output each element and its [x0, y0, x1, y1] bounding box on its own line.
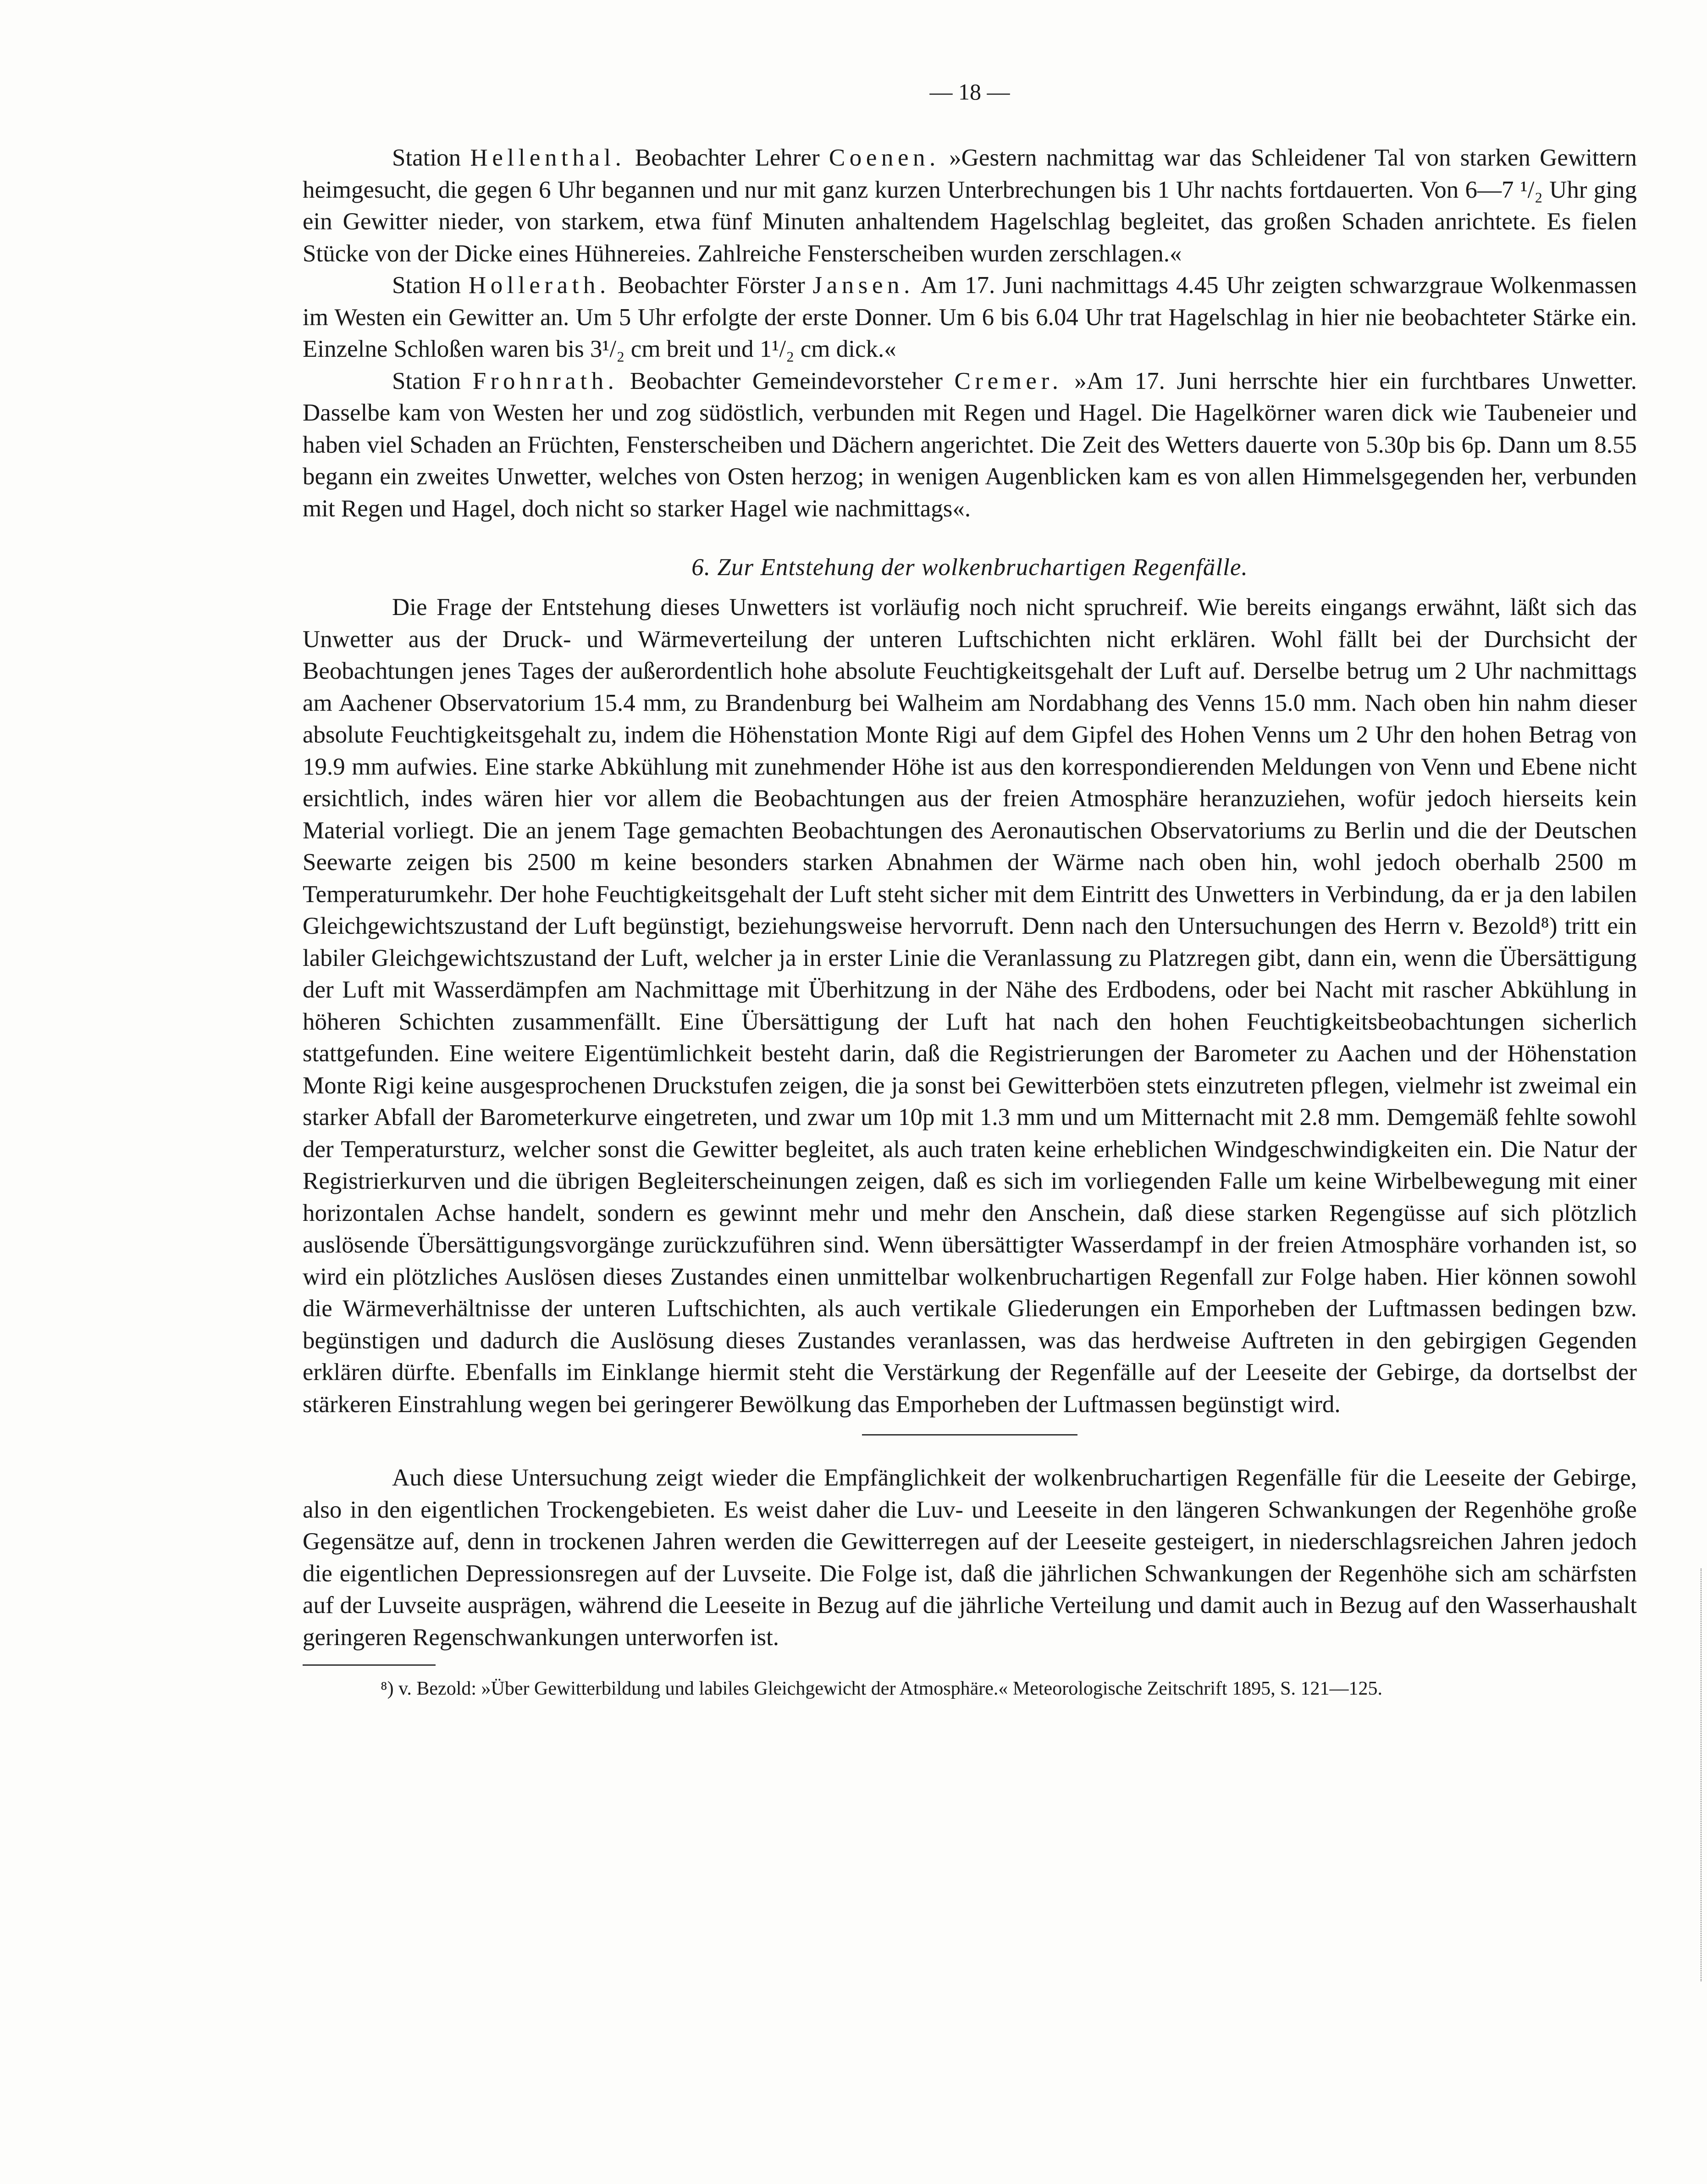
document-page	[303, 73, 1637, 1702]
station-label: Station	[392, 367, 461, 394]
section-heading: 6. Zur Entstehung der wolkenbruchartigen Regenfälle.	[691, 554, 1248, 581]
section-paragraph-2: Auch diese Untersuchung zeigt wieder die Empfänglichkeit der wolkenbruchartigen Regenfälle für die Leeseite der Gebirge, also in den eigentlichen Trockengebieten. Es weist daher die Luv- und Leeseite in den längeren Schwankungen der Regenhöhe große Gegensätze auf, denn in trockenen Jahren werden die Gewitterregen auf der Leeseite gesteigert, in niederschlagsreichen Jahren jedoch die eigentlichen Depressionsregen auf der Luvseite. Die Folge ist, daß die jährlichen Schwankungen der Regenhöhe sich am schärfsten auf der Luvseite ausprägen, während die Leeseite in Bezug auf die jährliche Verteilung und damit auch in Bezug auf den Wasserhaushalt geringeren Regenschwankungen unterworfen ist.	[303, 1464, 1637, 1651]
footnote-rule	[303, 1664, 436, 1666]
station-name: Hellenthal.	[470, 144, 626, 171]
station-name: Frohnrath.	[472, 367, 619, 394]
observer-name: Jansen.	[812, 272, 914, 299]
page-edge-mark	[1701, 1569, 1703, 1981]
report-hollerath	[303, 270, 1637, 366]
report-hellenthal	[303, 142, 1637, 270]
observer-label: Beobachter Gemeindevorsteher	[630, 367, 943, 394]
report-frohnrath	[303, 366, 1637, 525]
observer-label: Beobachter Lehrer	[635, 144, 820, 171]
station-label: Station	[392, 272, 461, 299]
observer-label: Beobachter Förster	[618, 272, 805, 299]
section-divider	[862, 1434, 1077, 1436]
page-number: — 18 —	[929, 79, 1010, 105]
report-text: »Gestern nachmittag war das Schleidener Tal von starken Gewittern heimgesucht, die gegen 6 Uhr begannen und nur mit ganz kurzen Unterbrechungen bis 1 Uhr nachts fortdauerten. Von 6—7 ¹/₂ Uhr ging ein Gewitter nieder, von starkem, etwa fünf Minuten anhaltendem Hagelschlag begleitet, das großen Schaden anrichtete. Es fielen Stücke von der Dicke eines Hühnereies. Zahlreiche Fensterscheiben wurden zerschlagen.«	[303, 144, 1637, 267]
station-label: Station	[392, 144, 461, 171]
footnote: ⁸) v. Bezold: »Über Gewitterbildung und labiles Gleichgewicht der Atmosphäre.« Meteorologische Zeitschrift 1895, S. 121—125.	[381, 1678, 1382, 1699]
report-text: »Am 17. Juni herrschte hier ein furchtbares Unwetter. Dasselbe kam von Westen her und zog südöstlich, verbunden mit Regen und Hagel. Die Hagelkörner waren dick wie Taubeneier und haben viel Schaden an Früchten, Fensterscheiben und Dächern angerichtet. Die Zeit des Wetters dauerte von 5.30p bis 6p. Dann um 8.55 begann ein zweites Unwetter, welches von Osten herzog; in wenigen Augenblicken kam es von allen Himmelsgegenden her, verbunden mit Regen und Hagel, doch nicht so starker Hagel wie nachmittags«.	[303, 367, 1637, 522]
station-name: Hollerath.	[468, 272, 610, 299]
observer-name: Coenen.	[829, 144, 940, 171]
section-paragraph-1: Die Frage der Entstehung dieses Unwetters ist vorläufig noch nicht spruchreif. Wie bereits eingangs erwähnt, läßt sich das Unwetter aus der Druck- und Wärmeverteilung der unteren Luftschichten nicht erklären. Wohl fällt bei der Durchsicht der Beobachtungen jenes Tages der außerordentlich hohe absolute Feuchtigkeitsgehalt der Luft auf. Derselbe betrug um 2 Uhr nachmittags am Aachener Observatorium 15.4 mm, zu Brandenburg bei Walheim am Nordabhang des Venns 15.0 mm. Nach oben hin nahm dieser absolute Feuchtigkeitsgehalt zu, indem die Höhenstation Monte Rigi auf dem Gipfel des Hohen Venns um 2 Uhr den hohen Betrag von 19.9 mm aufwies. Eine starke Abkühlung mit zunehmender Höhe ist aus den korrespondierenden Meldungen von Venn und Ebene nicht ersichtlich, indes wären hier vor allem die Beobachtungen aus der freien Atmosphäre heranzuziehen, wofür jedoch hierseits kein Material vorliegt. Die an jenem Tage gemachten Beobachtungen des Aeronautischen Observatoriums zu Berlin und die der Deutschen Seewarte zeigen bis 2500 m keine besonders starken Abnahmen der Wärme nach oben hin, wohl jedoch oberhalb 2500 m Temperaturumkehr. Der hohe Feuchtigkeitsgehalt der Luft steht sicher mit dem Eintritt des Unwetters in Verbindung, da er ja den labilen Gleichgewichtszustand der Luft begünstigt, beziehungsweise hervorruft. Denn nach den Untersuchungen des Herrn v. Bezold⁸) tritt ein labiler Gleichgewichtszustand der Luft, welcher ja in erster Linie die Veranlassung zu Platzregen gibt, dann ein, wenn die Übersättigung der Luft mit Wasserdämpfen am Nachmittage mit Überhitzung in der Nähe des Erdbodens, oder bei Nacht mit rascher Abkühlung in höheren Schichten zusammenfällt. Eine Übersättigung der Luft hat nach den hohen Feuchtigkeitsbeobachtungen sicherlich stattgefunden. Eine weitere Eigentümlichkeit besteht darin, daß die Registrierungen der Barometer zu Aachen und der Höhenstation Monte Rigi keine ausgesprochenen Druckstufen zeigen, die ja sonst bei Gewitterböen stets einzutreten pflegen, vielmehr ist zweimal ein starker Abfall der Barometerkurve eingetreten, und zwar um 10p mit 1.3 mm und um Mitternacht mit 2.8 mm. Demgemäß fehlte sowohl der Temperatursturz, welcher sonst die Gewitter begleitet, als auch traten keine erheblichen Windgeschwindigkeiten ein. Die Natur der Registrierkurven und die übrigen Begleiterscheinungen zeigen, daß es sich im vorliegenden Falle um keine Wirbelbewegung mit einer horizontalen Achse handelt, sondern es gewinnt mehr und mehr den Anschein, daß diese starken Regengüsse auf sich plötzlich auslösende Übersättigungsvorgänge zurückzuführen sind. Wenn übersättigter Wasserdampf in der freien Atmosphäre vorhanden ist, so wird ein plötzliches Auslösen dieses Zustandes einen unmittelbar wolkenbruchartigen Regenfall zur Folge haben. Hier können sowohl die Wärmeverhältnisse der unteren Luftschichten, als auch vertikale Gliederungen ein Emporheben der Luftmassen bedingen bzw. begünstigen und dadurch die Auslösung dieses Zustandes veranlassen, was das herdweise Auftreten in den gebirgigen Gegenden erklären dürfte. Ebenfalls im Einklange hiermit steht die Verstärkung der Regenfälle auf der Leeseite der Gebirge, da dortselbst der stärkeren Einstrahlung wegen bei geringerer Bewölkung das Emporheben der Luftmassen begünstigt wird.	[303, 594, 1637, 1418]
report-text: Am 17. Juni nachmittags 4.45 Uhr zeigten schwarzgraue Wolkenmassen im Westen ein Gewitter an. Um 5 Uhr erfolgte der erste Donner. Um 6 bis 6.04 Uhr trat Hagelschlag in hier nie beobachteter Stärke ein. Einzelne Schloßen waren bis 3¹/₂ cm breit und 1¹/₂ cm dick.«	[303, 272, 1637, 362]
observer-name: Cremer.	[954, 367, 1063, 394]
